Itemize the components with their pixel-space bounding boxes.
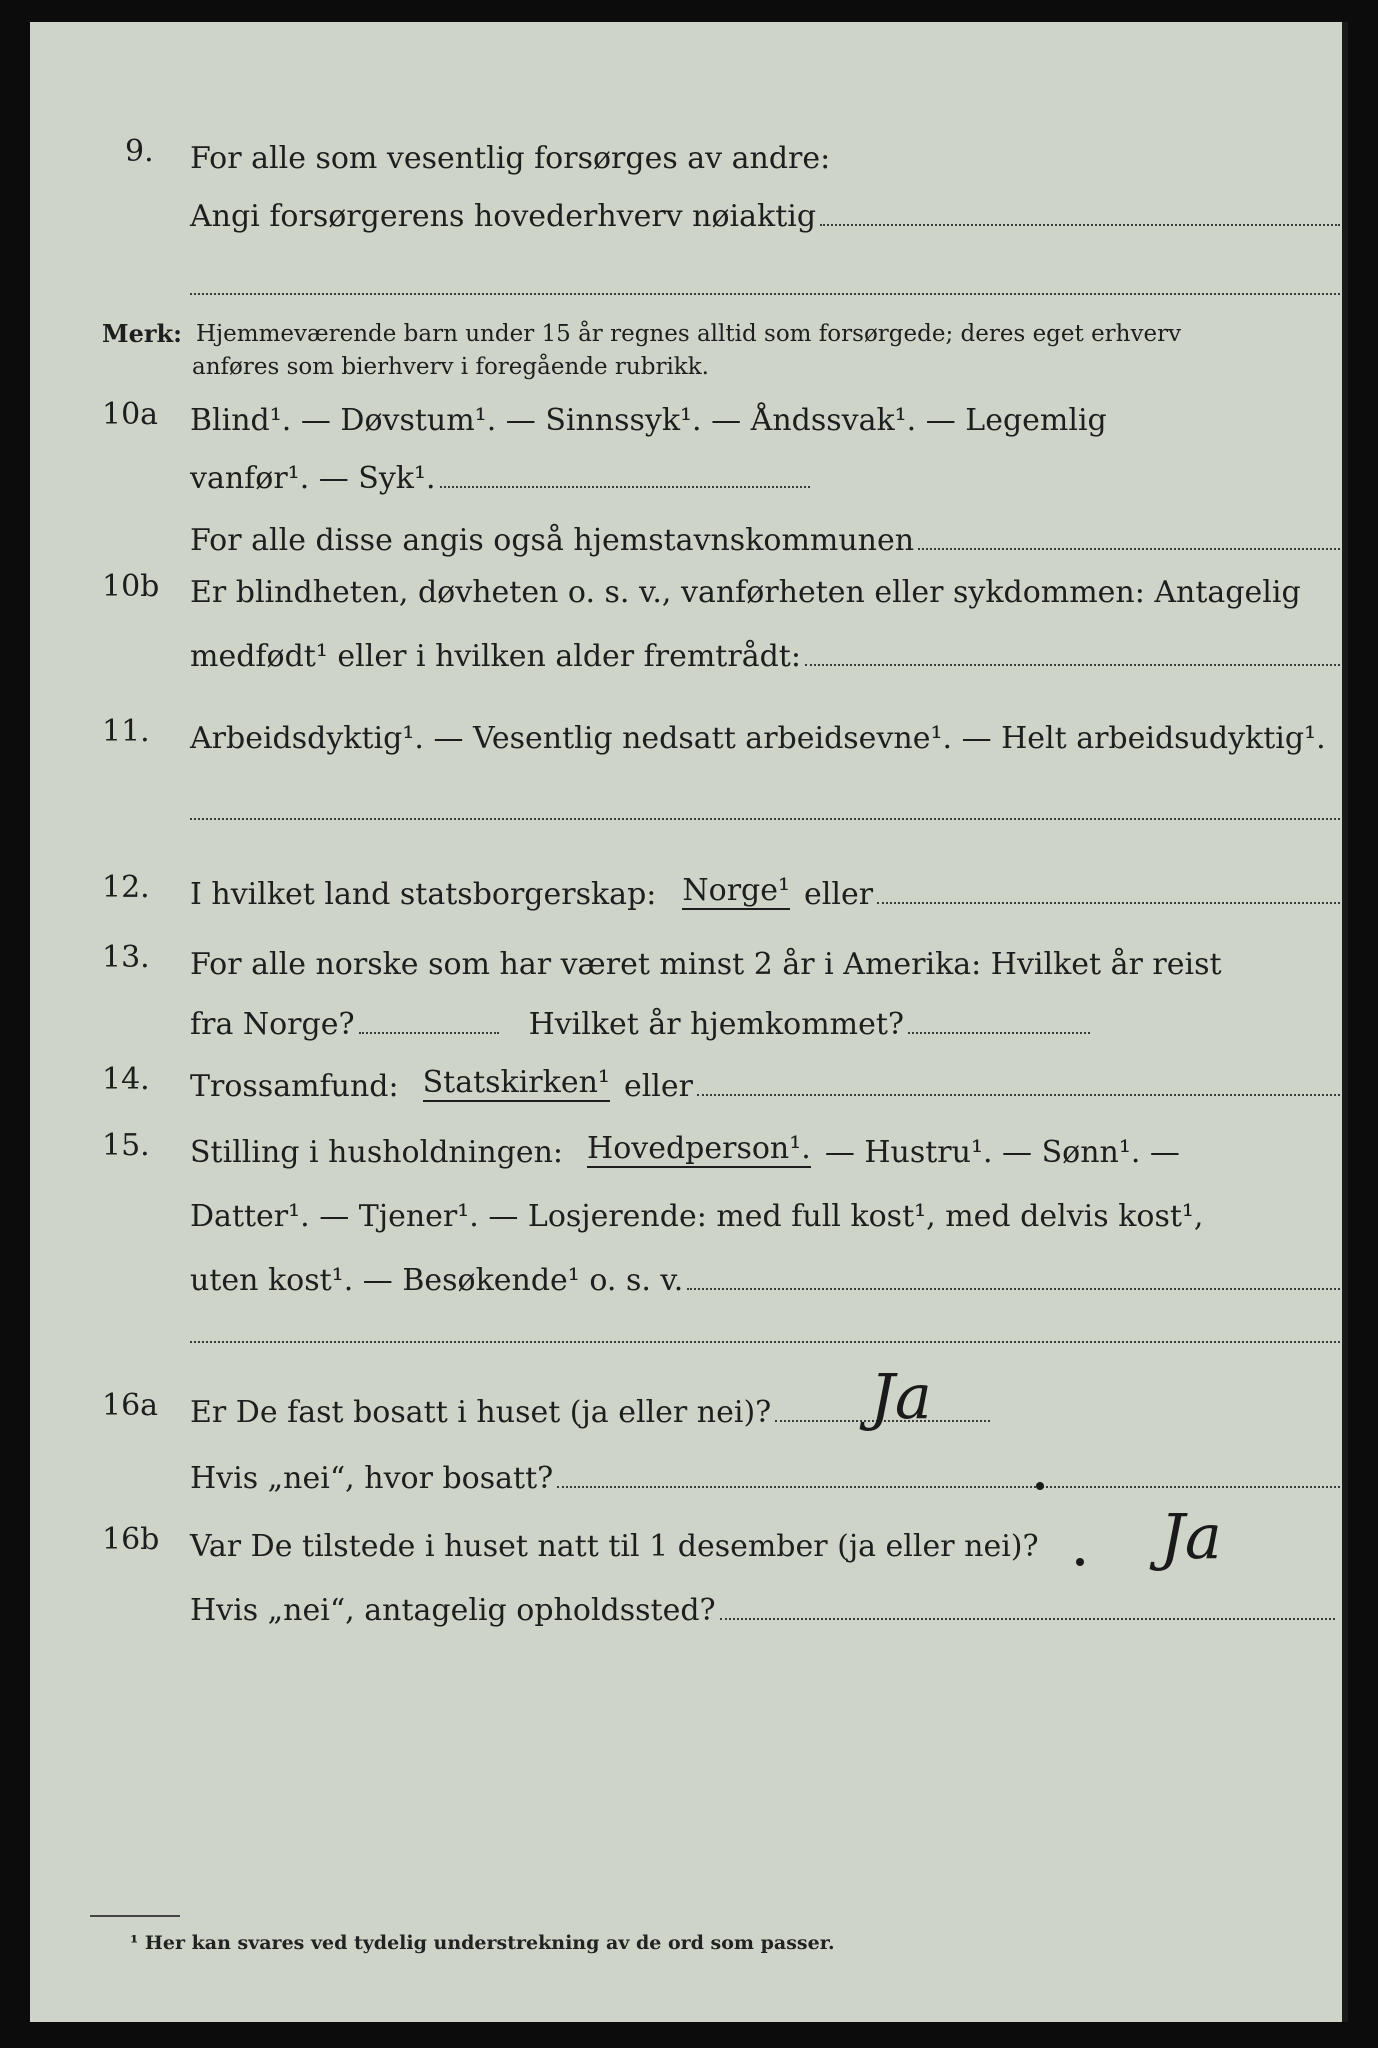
q10a-number: 10a [102, 397, 159, 432]
q9-number: 9. [125, 134, 154, 169]
q15-options1: — Hustru¹. — Sønn¹. — [824, 1135, 1180, 1170]
q16a-handwritten-answer: Ja [870, 1360, 932, 1433]
q9-label: Angi forsørgerens hovederhverv nøiaktig [190, 199, 817, 234]
q10a-hjemstavn-label: For alle disse angis også hjemstavnskommunen [190, 523, 915, 558]
q15-label: Stilling i husholdningen: [190, 1135, 564, 1170]
q11-answer-line[interactable] [190, 817, 1340, 820]
q12-label: I hvilket land statsborgerskap: [190, 877, 657, 912]
q16b-question: Var De tilstede i huset natt til 1 desember (ja eller nei)? [190, 1529, 1039, 1564]
q15-options2: Datter¹. — Tjener¹. — Losjerende: med full kost¹, med delvis kost¹, [190, 1199, 1204, 1234]
q10a-options2: vanfør¹. — Syk¹. [190, 461, 436, 496]
q14-answer-field[interactable] [697, 1093, 1340, 1096]
q15-line2 [190, 1180, 1350, 1232]
q9-answer-field[interactable] [820, 223, 1340, 226]
q15-line3 [190, 1244, 1340, 1296]
q15-number: 15. [102, 1128, 150, 1163]
footnote-rule [90, 1914, 180, 1917]
q14-label: Trossamfund: [190, 1069, 399, 1104]
q14-eller: eller [623, 1069, 693, 1104]
footnote: ¹ Her kan svares ved tydelig understrekning av de ord som passer. [130, 1932, 835, 1954]
q10b-line2 [190, 620, 1340, 672]
q10a-syk-field[interactable] [440, 485, 810, 488]
ink-dot-2 [1076, 1558, 1084, 1566]
q10a-options: Blind¹. — Døvstum¹. — Sinnssyk¹. — Åndssvak¹. — Legemlig [190, 403, 1107, 438]
q10a-line1 [190, 384, 1340, 436]
q10b-line1 [190, 556, 1340, 608]
merk-line2 [192, 327, 1292, 379]
q10b-label: medfødt¹ eller i hvilken alder fremtrådt: [190, 639, 801, 674]
merk-label: Merk: [102, 319, 182, 348]
q15-answer-field[interactable] [687, 1287, 1340, 1290]
q13-line2 [190, 988, 1090, 1040]
merk-text2: anføres som bierhverv i foregående rubrikk. [192, 354, 709, 380]
q16a-bosatt-field[interactable] [557, 1485, 1340, 1488]
q13-hjemkommet-label: Hvilket år hjemkommet? [528, 1007, 905, 1042]
census-form-page [30, 22, 1348, 2022]
q13-hjemkommet-field[interactable] [908, 1031, 1090, 1034]
q16a-bosatt-label: Hvis „nei“, hvor bosatt? [190, 1461, 554, 1496]
q9-line2 [190, 180, 1340, 232]
q12-line1 [190, 858, 1340, 910]
q9-line1 [190, 122, 1320, 174]
q12-number: 12. [102, 870, 150, 905]
q13-number: 13. [102, 940, 150, 975]
q16b-opholdssted-field[interactable] [720, 1617, 1335, 1620]
q10b-answer-field[interactable] [805, 663, 1340, 666]
q10a-line3 [190, 504, 1340, 556]
q12-underlined-norge[interactable]: Norge¹ [682, 873, 791, 908]
q11-number: 11. [102, 714, 150, 749]
q10b-number: 10b [102, 569, 160, 604]
q13-line1 [190, 928, 1340, 980]
q12-eller: eller [804, 877, 874, 912]
q11-options: Arbeidsdyktig¹. — Vesentlig nedsatt arbeidsevne¹. — Helt arbeidsudyktig¹. [190, 721, 1326, 756]
q15-options3: uten kost¹. — Besøkende¹ o. s. v. [190, 1263, 684, 1298]
q10a-line2 [190, 442, 810, 494]
q14-underlined-statskirken[interactable]: Statskirken¹ [422, 1065, 610, 1100]
q13-reist-field[interactable] [359, 1031, 499, 1034]
q12-answer-field[interactable] [877, 901, 1340, 904]
merk-text1: Hjemmeværende barn under 15 år regnes alltid som forsørgede; deres eget erhverv [195, 321, 1182, 347]
ink-dot [1036, 1482, 1044, 1490]
q16b-opholdssted-label: Hvis „nei“, antagelig opholdssted? [190, 1593, 716, 1628]
q15-underlined-hovedperson[interactable]: Hovedperson¹. [587, 1131, 811, 1166]
q14-line1 [190, 1050, 1340, 1102]
q16b-line2 [190, 1574, 1335, 1626]
q10b-question: Er blindheten, døvheten o. s. v., vanførheten eller sykdommen: Antagelig [190, 575, 1301, 610]
q13-reist-label: fra Norge? [190, 1007, 355, 1042]
q16a-number: 16a [102, 1388, 159, 1423]
q10a-hjemstavn-field[interactable] [918, 547, 1340, 550]
q11-line1 [190, 702, 1350, 754]
q16b-handwritten-answer: Ja [1160, 1500, 1222, 1573]
q16b-number: 16b [102, 1522, 160, 1557]
q13-question: For alle norske som har været minst 2 år i Amerika: Hvilket år reist [190, 947, 1222, 982]
q16a-question: Er De fast bosatt i huset (ja eller nei)? [190, 1395, 772, 1430]
q9-question: For alle som vesentlig forsørges av andre: [190, 141, 831, 176]
q16a-line2 [190, 1442, 1340, 1494]
q16b-line1 [190, 1510, 1150, 1562]
q15-extra-line[interactable] [190, 1340, 1340, 1343]
q15-line1 [190, 1116, 1350, 1168]
q14-number: 14. [102, 1062, 150, 1097]
